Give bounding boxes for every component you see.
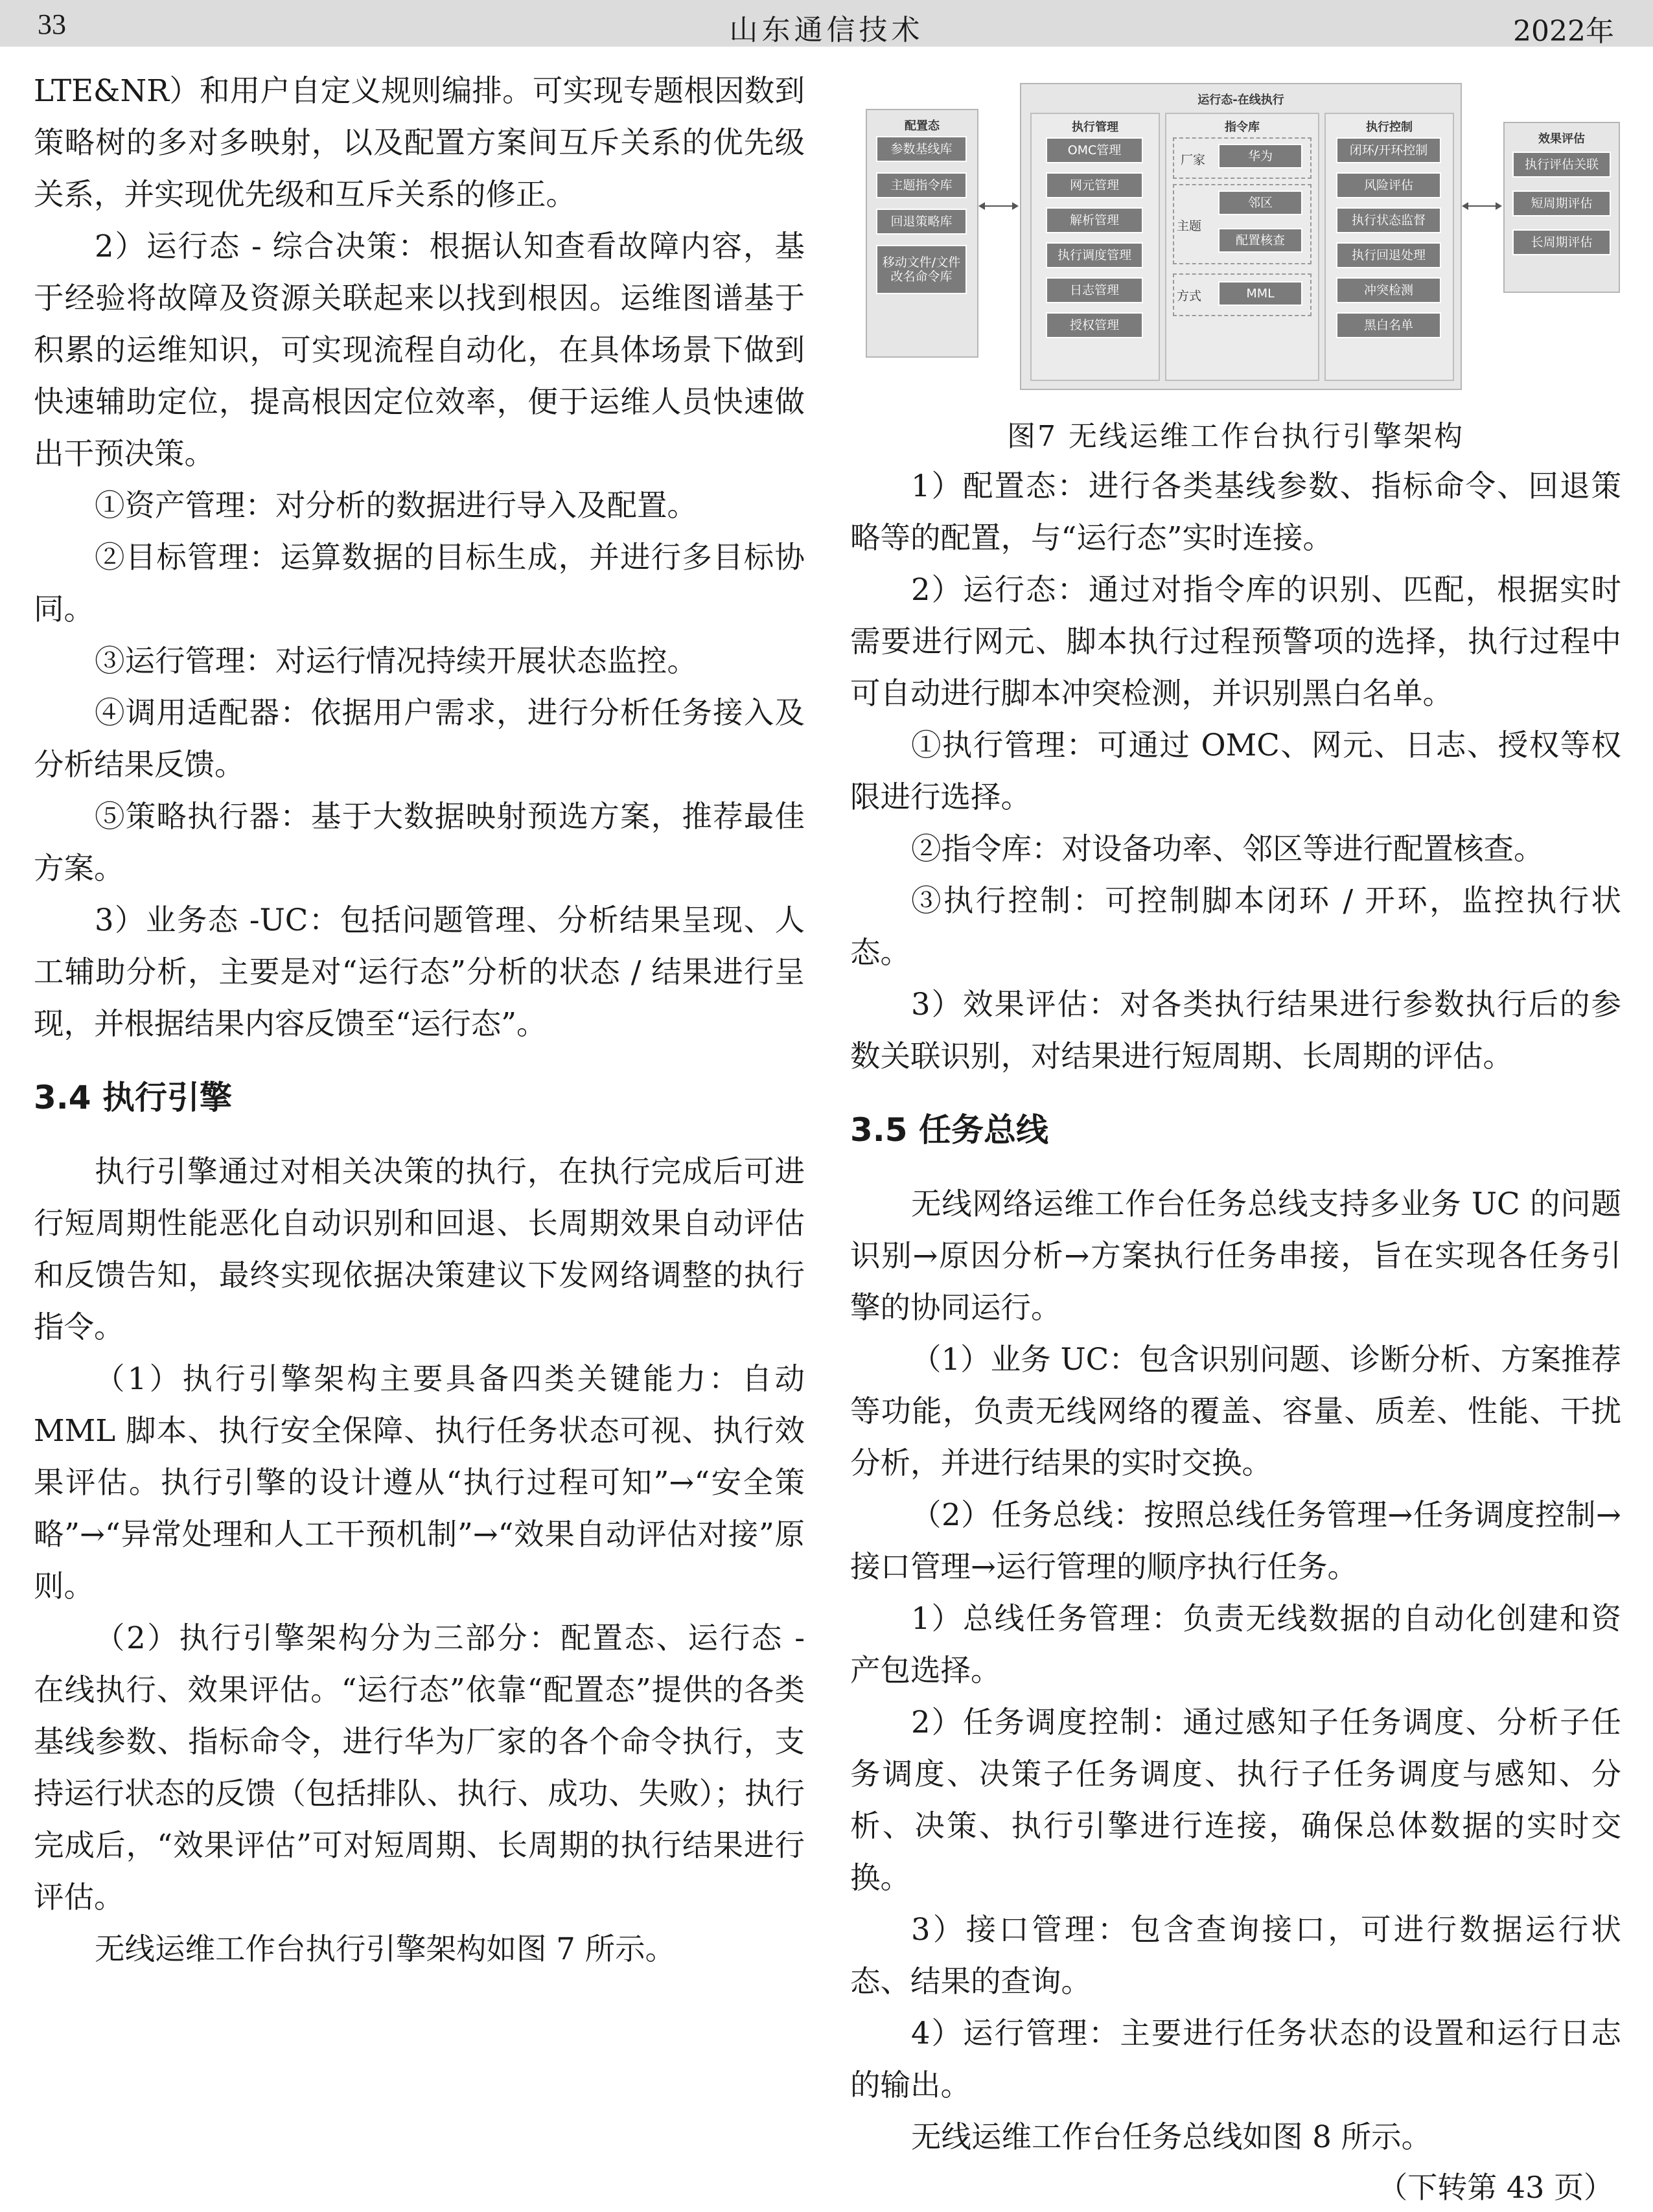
paragraph: 执行引擎通过对相关决策的执行，在执行完成后可进行短周期性能恶化自动识别和回退、长周期效果自动评估和反馈告知，最终实现依据决策建议下发网络调整的执行指令。: [34, 1154, 805, 1344]
paragraph: （2）执行引擎架构分为三部分：配置态、运行态 - 在线执行、效果评估。“运行态”依靠“配置态”提供的各类基线参数、指标命令，进行华为厂家的各个命令执行，支持运行状态的反馈（包括排队、执行、成功、失败）；执行完成后，“效果评估”可对短周期、长周期的执行结果进行评估。: [34, 1620, 805, 1915]
bidirectional-arrow-icon: [978, 200, 1019, 213]
config-panel: [866, 109, 978, 358]
eval-title: 效果评估: [1538, 132, 1585, 146]
list-item: ②目标管理：运算数据的目标生成，并进行多目标协同。: [34, 540, 805, 627]
bidirectional-arrow-icon: [1462, 200, 1502, 213]
paragraph: 3）接口管理：包含查询接口，可进行数据运行状态、结果的查询。: [850, 1912, 1621, 1999]
exec-mgmt-item: 授权管理: [1046, 312, 1143, 338]
paragraph: 2）运行态 - 综合决策：根据认知查看故障内容，基于经验将故障及资源关联起来以找到根因。运维图谱基于积累的运维知识，可实现流程自动化，在具体场景下做到快速辅助定位，提高根因定位效率，便于运维人员快速做出干预决策。: [34, 229, 805, 471]
list-item: ③运行管理：对运行情况持续开展状态监控。: [95, 643, 697, 678]
config-item: 参数基线库: [876, 136, 967, 162]
method-value: MML: [1218, 281, 1302, 306]
config-item: 主题指令库: [876, 172, 967, 198]
exec-ctrl-item: 风险评估: [1336, 172, 1441, 198]
config-title: 配置态: [905, 119, 940, 133]
paragraph: 2）任务调度控制：通过感知子任务调度、分析子任务调度、决策子任务调度、执行子任务调度与感知、分析、决策、执行引擎进行连接，确保总体数据的实时交换。: [850, 1705, 1621, 1895]
eval-panel: [1503, 122, 1620, 293]
paragraph: （1）执行引擎架构主要具备四类关键能力：自动MML 脚本、执行安全保障、执行任务状态可视、执行效果评估。执行引擎的设计遵从“执行过程可知”→“安全策略”→“异常处理和人工干预机制”→“效果自动评估对接”原则。: [34, 1361, 805, 1604]
exec-mgmt-item: 解析管理: [1046, 207, 1143, 233]
list-item: ①资产管理：对分析的数据进行导入及配置。: [95, 488, 697, 523]
journal-year: 2022年: [1513, 15, 1614, 48]
list-item: ⑤策略执行器：基于大数据映射预选方案，推荐最佳方案。: [34, 799, 805, 886]
eval-item: 短周期评估: [1512, 190, 1611, 216]
paragraph: 3）效果评估：对各类执行结果进行参数执行后的参数关联识别，对结果进行短周期、长周期的评估。: [850, 987, 1621, 1074]
continued-note: （下转第 43 页）: [1378, 2170, 1613, 2205]
exec-ctrl-panel: [1324, 113, 1454, 381]
section-heading: 3.5 任务总线: [850, 1111, 1048, 1149]
eval-item: 长周期评估: [1512, 229, 1611, 255]
section-heading: 3.4 执行引擎: [34, 1079, 232, 1116]
exec-ctrl-item: 冲突检测: [1336, 277, 1441, 303]
exec-mgmt-item: OMC管理: [1046, 137, 1143, 163]
method-label: 方式: [1177, 289, 1202, 303]
exec-ctrl-item: 黑白名单: [1336, 312, 1441, 338]
exec-ctrl-title: 执行控制: [1366, 121, 1413, 134]
paragraph: 无线运维工作台任务总线如图 8 所示。: [911, 2119, 1432, 2154]
cmd-lib-panel: [1165, 113, 1319, 381]
vendor-label: 厂家: [1181, 153, 1206, 167]
exec-mgmt-item: 日志管理: [1046, 277, 1143, 303]
list-item: ③执行控制：可控制脚本闭环 / 开环，监控执行状态。: [850, 883, 1621, 970]
paragraph: （1）业务 UC：包含识别问题、诊断分析、方案推荐等功能，负责无线网络的覆盖、容量、质差、性能、干扰分析，并进行结果的实时交换。: [850, 1342, 1621, 1480]
list-item: ②指令库：对设备功率、邻区等进行配置核查。: [911, 831, 1544, 866]
config-item: 回退策略库: [876, 209, 967, 235]
vendor-value: 华为: [1218, 144, 1302, 168]
paragraph: 无线运维工作台执行引擎架构如图 7 所示。: [95, 1931, 676, 1966]
paragraph: 无线网络运维工作台任务总线支持多业务 UC 的问题识别→原因分析→方案执行任务串接，旨在实现各任务引擎的协同运行。: [850, 1186, 1621, 1325]
exec-ctrl-item: 执行回退处理: [1336, 242, 1441, 268]
topic-value: 配置核查: [1218, 228, 1302, 253]
exec-mgmt-item: 执行调度管理: [1046, 242, 1143, 268]
right-column: [850, 65, 1621, 2212]
exec-ctrl-item: 闭环/开环控制: [1336, 137, 1441, 163]
runtime-title: 运行态-在线执行: [1197, 93, 1284, 107]
left-column: [34, 65, 805, 1975]
paragraph: 4）运行管理：主要进行任务状态的设置和运行日志的输出。: [850, 2016, 1621, 2103]
eval-item: 执行评估关联: [1512, 152, 1611, 178]
list-item: ④调用适配器：依据用户需求，进行分析任务接入及分析结果反馈。: [34, 695, 805, 782]
exec-mgmt-item: 网元管理: [1046, 172, 1143, 198]
paragraph: 3）业务态 -UC：包括问题管理、分析结果呈现、人工辅助分析，主要是对“运行态”分析的状态 / 结果进行呈现，并根据结果内容反馈至“运行态”。: [34, 903, 805, 1041]
cmd-lib-title: 指令库: [1225, 121, 1260, 134]
exec-ctrl-item: 执行状态监督: [1336, 207, 1441, 233]
page-header: [0, 0, 1653, 47]
figure-caption: 图7 无线运维工作台执行引擎架构: [1007, 420, 1464, 453]
exec-mgmt-title: 执行管理: [1072, 121, 1118, 134]
topic-label: 主题: [1177, 219, 1202, 233]
exec-mgmt-panel: [1030, 113, 1160, 381]
figure-7-diagram: [850, 70, 1621, 413]
paragraph: （2）任务总线：按照总线任务管理→任务调度控制→接口管理→运行管理的顺序执行任务。: [850, 1497, 1621, 1584]
runtime-panel: [1020, 83, 1462, 390]
config-item: 移动文件/文件改名命令库: [876, 245, 967, 294]
journal-title: 山东通信技术: [729, 14, 924, 47]
paragraph: LTE&NR）和用户自定义规则编排。可实现专题根因数到策略树的多对多映射，以及配置方案间互斥关系的优先级关系，并实现优先级和互斥关系的修正。: [34, 73, 805, 212]
topic-value: 邻区: [1218, 190, 1302, 215]
paragraph: 2）运行态：通过对指令库的识别、匹配，根据实时需要进行网元、脚本执行过程预警项的选择，执行过程中可自动进行脚本冲突检测，并识别黑白名单。: [850, 572, 1621, 711]
paragraph: 1）总线任务管理：负责无线数据的自动化创建和资产包选择。: [850, 1601, 1621, 1688]
list-item: ①执行管理：可通过 OMC、网元、日志、授权等权限进行选择。: [850, 728, 1621, 814]
page-number: 33: [38, 8, 66, 40]
paragraph: 1）配置态：进行各类基线参数、指标命令、回退策略等的配置，与“运行态”实时连接。: [850, 468, 1621, 555]
